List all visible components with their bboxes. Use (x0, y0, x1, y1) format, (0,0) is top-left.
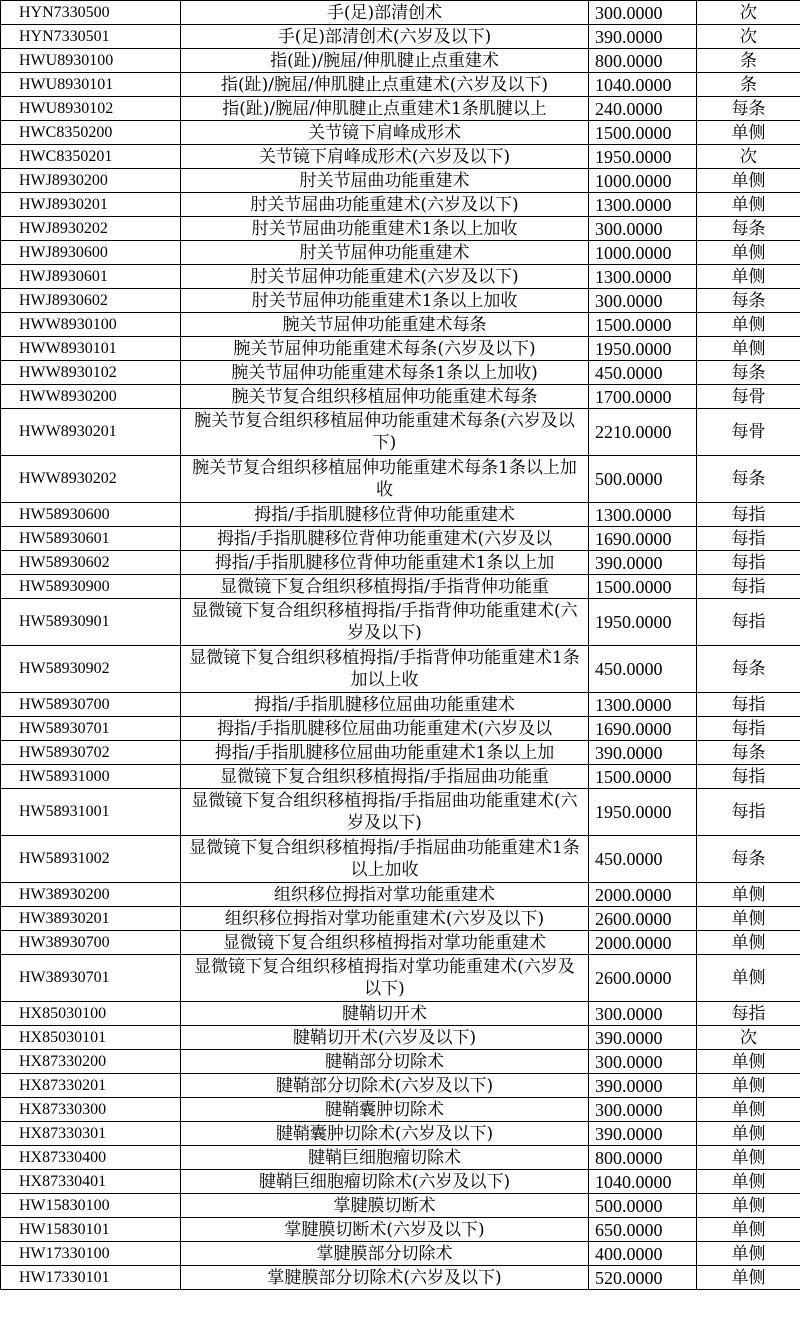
table-row (1, 693, 800, 717)
item-price-cell: 390.0000 (589, 1026, 697, 1050)
item-price-cell: 1300.0000 (589, 265, 697, 289)
item-price-cell: 1500.0000 (589, 765, 697, 789)
item-code-cell: HX87330301 (1, 1122, 181, 1146)
item-name-cell: 显微镜下复合组织移植拇指/手指屈曲功能重建术1条以上加收 (181, 836, 589, 883)
item-unit-cell: 每条 (697, 289, 800, 313)
table-row (1, 97, 800, 121)
item-name-cell: 拇指/手指肌腱移位屈曲功能重建术(六岁及以 (181, 717, 589, 741)
item-name-cell: 拇指/手指肌腱移位背伸功能重建术(六岁及以 (181, 527, 589, 551)
item-name-cell: 拇指/手指肌腱移位背伸功能重建术 (181, 503, 589, 527)
fee-schedule-body (1, 1, 800, 1290)
item-price-cell: 1040.0000 (589, 73, 697, 97)
table-row (1, 25, 800, 49)
item-price-cell: 390.0000 (589, 25, 697, 49)
item-price-cell: 1000.0000 (589, 169, 697, 193)
table-row (1, 1194, 800, 1218)
item-price-cell: 390.0000 (589, 551, 697, 575)
item-code-cell: HWW8930202 (1, 456, 181, 503)
table-row (1, 1002, 800, 1026)
table-row (1, 1, 800, 25)
item-price-cell: 1300.0000 (589, 193, 697, 217)
item-name-cell: 拇指/手指肌腱移位屈曲功能重建术1条以上加 (181, 741, 589, 765)
item-code-cell: HWU8930100 (1, 49, 181, 73)
item-unit-cell: 每指 (697, 717, 800, 741)
item-unit-cell: 每条 (697, 361, 800, 385)
item-unit-cell: 单侧 (697, 1074, 800, 1098)
item-name-cell: 关节镜下肩峰成形术 (181, 121, 589, 145)
table-row (1, 49, 800, 73)
item-name-cell: 腕关节屈伸功能重建术每条(六岁及以下) (181, 337, 589, 361)
item-code-cell: HWW8930100 (1, 313, 181, 337)
item-code-cell: HW58930902 (1, 646, 181, 693)
item-name-cell: 关节镜下肩峰成形术(六岁及以下) (181, 145, 589, 169)
item-name-cell: 手(足)部清创术 (181, 1, 589, 25)
item-code-cell: HX87330200 (1, 1050, 181, 1074)
item-price-cell: 800.0000 (589, 49, 697, 73)
item-unit-cell: 单侧 (697, 1170, 800, 1194)
item-unit-cell: 单侧 (697, 121, 800, 145)
item-name-cell: 掌腱膜部分切除术(六岁及以下) (181, 1266, 589, 1290)
item-name-cell: 肘关节屈伸功能重建术 (181, 241, 589, 265)
item-code-cell: HW15830100 (1, 1194, 181, 1218)
item-unit-cell: 每指 (697, 1002, 800, 1026)
item-price-cell: 450.0000 (589, 646, 697, 693)
item-name-cell: 腕关节复合组织移植屈伸功能重建术每条(六岁及以下) (181, 409, 589, 456)
item-price-cell: 1950.0000 (589, 599, 697, 646)
item-unit-cell: 每指 (697, 599, 800, 646)
item-code-cell: HW58930601 (1, 527, 181, 551)
item-price-cell: 1500.0000 (589, 575, 697, 599)
item-name-cell: 腱鞘巨细胞瘤切除术(六岁及以下) (181, 1170, 589, 1194)
item-name-cell: 显微镜下复合组织移植拇指/手指背伸功能重建术1条加以上收 (181, 646, 589, 693)
item-code-cell: HWW8930101 (1, 337, 181, 361)
item-unit-cell: 次 (697, 1026, 800, 1050)
item-unit-cell: 单侧 (697, 1098, 800, 1122)
item-code-cell: HW58931001 (1, 789, 181, 836)
item-code-cell: HW58930600 (1, 503, 181, 527)
item-price-cell: 300.0000 (589, 1, 697, 25)
item-code-cell: HW58930701 (1, 717, 181, 741)
item-code-cell: HYN7330500 (1, 1, 181, 25)
item-name-cell: 腱鞘切开术(六岁及以下) (181, 1026, 589, 1050)
item-price-cell: 300.0000 (589, 1050, 697, 1074)
item-name-cell: 显微镜下复合组织移植拇指/手指背伸功能重 (181, 575, 589, 599)
table-row (1, 361, 800, 385)
item-code-cell: HYN7330501 (1, 25, 181, 49)
item-unit-cell: 单侧 (697, 1146, 800, 1170)
item-price-cell: 500.0000 (589, 1194, 697, 1218)
item-unit-cell: 单侧 (697, 1050, 800, 1074)
table-row (1, 741, 800, 765)
table-row (1, 169, 800, 193)
item-unit-cell: 每条 (697, 741, 800, 765)
item-unit-cell: 单侧 (697, 193, 800, 217)
item-price-cell: 2600.0000 (589, 955, 697, 1002)
table-row (1, 456, 800, 503)
item-unit-cell: 单侧 (697, 337, 800, 361)
item-price-cell: 1300.0000 (589, 693, 697, 717)
table-row (1, 217, 800, 241)
table-row (1, 289, 800, 313)
item-code-cell: HWC8350201 (1, 145, 181, 169)
item-unit-cell: 每条 (697, 97, 800, 121)
item-name-cell: 腱鞘部分切除术 (181, 1050, 589, 1074)
item-unit-cell: 每条 (697, 456, 800, 503)
item-price-cell: 1500.0000 (589, 313, 697, 337)
table-row (1, 646, 800, 693)
item-name-cell: 拇指/手指肌腱移位背伸功能重建术1条以上加 (181, 551, 589, 575)
item-price-cell: 800.0000 (589, 1146, 697, 1170)
item-price-cell: 520.0000 (589, 1266, 697, 1290)
item-unit-cell: 单侧 (697, 1266, 800, 1290)
item-code-cell: HWJ8930601 (1, 265, 181, 289)
item-name-cell: 肘关节屈曲功能重建术(六岁及以下) (181, 193, 589, 217)
item-unit-cell: 条 (697, 49, 800, 73)
item-code-cell: HW15830101 (1, 1218, 181, 1242)
item-unit-cell: 单侧 (697, 1194, 800, 1218)
table-row (1, 599, 800, 646)
item-unit-cell: 单侧 (697, 313, 800, 337)
item-name-cell: 腕关节屈伸功能重建术每条 (181, 313, 589, 337)
table-row (1, 1026, 800, 1050)
table-row (1, 193, 800, 217)
item-code-cell: HWC8350200 (1, 121, 181, 145)
item-code-cell: HWJ8930201 (1, 193, 181, 217)
item-price-cell: 400.0000 (589, 1242, 697, 1266)
item-price-cell: 2000.0000 (589, 883, 697, 907)
table-row (1, 907, 800, 931)
table-row (1, 1122, 800, 1146)
table-row (1, 121, 800, 145)
item-price-cell: 240.0000 (589, 97, 697, 121)
table-row (1, 717, 800, 741)
table-row (1, 313, 800, 337)
item-name-cell: 组织移位拇指对掌功能重建术 (181, 883, 589, 907)
item-name-cell: 手(足)部清创术(六岁及以下) (181, 25, 589, 49)
item-code-cell: HWJ8930602 (1, 289, 181, 313)
item-code-cell: HX87330300 (1, 1098, 181, 1122)
item-price-cell: 1690.0000 (589, 717, 697, 741)
item-price-cell: 1950.0000 (589, 337, 697, 361)
item-name-cell: 腕关节复合组织移植屈伸功能重建术每条 (181, 385, 589, 409)
item-code-cell: HW17330101 (1, 1266, 181, 1290)
table-row (1, 883, 800, 907)
table-row (1, 1074, 800, 1098)
item-name-cell: 肘关节屈伸功能重建术(六岁及以下) (181, 265, 589, 289)
item-code-cell: HW17330100 (1, 1242, 181, 1266)
item-code-cell: HW38930200 (1, 883, 181, 907)
item-unit-cell: 单侧 (697, 1122, 800, 1146)
item-name-cell: 肘关节屈曲功能重建术1条以上加收 (181, 217, 589, 241)
table-row (1, 1050, 800, 1074)
table-row (1, 1266, 800, 1290)
item-price-cell: 300.0000 (589, 1098, 697, 1122)
item-name-cell: 肘关节屈伸功能重建术1条以上加收 (181, 289, 589, 313)
item-code-cell: HW38930201 (1, 907, 181, 931)
item-price-cell: 2600.0000 (589, 907, 697, 931)
item-unit-cell: 单侧 (697, 169, 800, 193)
item-code-cell: HW58931002 (1, 836, 181, 883)
table-row (1, 789, 800, 836)
item-unit-cell: 每指 (697, 551, 800, 575)
table-row (1, 1170, 800, 1194)
item-name-cell: 腱鞘囊肿切除术 (181, 1098, 589, 1122)
item-unit-cell: 次 (697, 1, 800, 25)
table-row (1, 575, 800, 599)
item-code-cell: HW58930700 (1, 693, 181, 717)
item-unit-cell: 次 (697, 145, 800, 169)
item-price-cell: 390.0000 (589, 1122, 697, 1146)
item-code-cell: HWJ8930200 (1, 169, 181, 193)
item-price-cell: 390.0000 (589, 1074, 697, 1098)
item-unit-cell: 单侧 (697, 241, 800, 265)
table-row (1, 1242, 800, 1266)
item-unit-cell: 单侧 (697, 907, 800, 931)
item-code-cell: HX85030101 (1, 1026, 181, 1050)
item-name-cell: 显微镜下复合组织移植拇指/手指屈曲功能重 (181, 765, 589, 789)
item-price-cell: 300.0000 (589, 1002, 697, 1026)
item-unit-cell: 单侧 (697, 1242, 800, 1266)
table-row (1, 551, 800, 575)
item-code-cell: HW58930901 (1, 599, 181, 646)
item-code-cell: HW58930702 (1, 741, 181, 765)
item-unit-cell: 单侧 (697, 1218, 800, 1242)
table-row (1, 931, 800, 955)
table-row (1, 836, 800, 883)
item-price-cell: 2210.0000 (589, 409, 697, 456)
table-row (1, 1218, 800, 1242)
table-row (1, 765, 800, 789)
table-row (1, 265, 800, 289)
item-unit-cell: 单侧 (697, 931, 800, 955)
item-code-cell: HX87330400 (1, 1146, 181, 1170)
item-price-cell: 1950.0000 (589, 145, 697, 169)
item-name-cell: 腱鞘囊肿切除术(六岁及以下) (181, 1122, 589, 1146)
item-name-cell: 掌腱膜切断术(六岁及以下) (181, 1218, 589, 1242)
item-name-cell: 显微镜下复合组织移植拇指/手指屈曲功能重建术(六岁及以下) (181, 789, 589, 836)
item-price-cell: 390.0000 (589, 741, 697, 765)
item-price-cell: 1950.0000 (589, 789, 697, 836)
item-name-cell: 指(趾)/腕屈/伸肌腱止点重建术 (181, 49, 589, 73)
item-code-cell: HX85030100 (1, 1002, 181, 1026)
item-code-cell: HW58930602 (1, 551, 181, 575)
table-row (1, 955, 800, 1002)
item-name-cell: 腱鞘切开术 (181, 1002, 589, 1026)
item-code-cell: HWU8930102 (1, 97, 181, 121)
table-row (1, 385, 800, 409)
item-price-cell: 450.0000 (589, 361, 697, 385)
item-code-cell: HWW8930102 (1, 361, 181, 385)
item-unit-cell: 每指 (697, 527, 800, 551)
item-price-cell: 1000.0000 (589, 241, 697, 265)
item-code-cell: HWW8930200 (1, 385, 181, 409)
item-unit-cell: 每指 (697, 693, 800, 717)
item-price-cell: 2000.0000 (589, 931, 697, 955)
item-price-cell: 1690.0000 (589, 527, 697, 551)
table-row (1, 1146, 800, 1170)
item-name-cell: 显微镜下复合组织移植拇指对掌功能重建术 (181, 931, 589, 955)
table-row (1, 73, 800, 97)
item-code-cell: HW38930700 (1, 931, 181, 955)
item-price-cell: 300.0000 (589, 289, 697, 313)
item-price-cell: 1040.0000 (589, 1170, 697, 1194)
item-price-cell: 300.0000 (589, 217, 697, 241)
item-code-cell: HW58931000 (1, 765, 181, 789)
item-name-cell: 腕关节屈伸功能重建术每条1条以上加收) (181, 361, 589, 385)
table-row (1, 145, 800, 169)
item-price-cell: 500.0000 (589, 456, 697, 503)
item-unit-cell: 每骨 (697, 385, 800, 409)
item-price-cell: 450.0000 (589, 836, 697, 883)
item-code-cell: HX87330201 (1, 1074, 181, 1098)
item-unit-cell: 单侧 (697, 955, 800, 1002)
item-name-cell: 组织移位拇指对掌功能重建术(六岁及以下) (181, 907, 589, 931)
item-unit-cell: 条 (697, 73, 800, 97)
item-price-cell: 1300.0000 (589, 503, 697, 527)
table-row (1, 503, 800, 527)
item-code-cell: HWJ8930600 (1, 241, 181, 265)
item-unit-cell: 每条 (697, 217, 800, 241)
item-name-cell: 腱鞘部分切除术(六岁及以下) (181, 1074, 589, 1098)
item-code-cell: HW38930701 (1, 955, 181, 1002)
item-price-cell: 1500.0000 (589, 121, 697, 145)
item-name-cell: 指(趾)/腕屈/伸肌腱止点重建术1条肌腱以上 (181, 97, 589, 121)
item-unit-cell: 每指 (697, 765, 800, 789)
item-unit-cell: 每指 (697, 575, 800, 599)
item-unit-cell: 每条 (697, 646, 800, 693)
item-price-cell: 1700.0000 (589, 385, 697, 409)
table-row (1, 241, 800, 265)
table-row (1, 527, 800, 551)
item-name-cell: 肘关节屈曲功能重建术 (181, 169, 589, 193)
item-code-cell: HWU8930101 (1, 73, 181, 97)
item-name-cell: 掌腱膜切断术 (181, 1194, 589, 1218)
item-unit-cell: 每骨 (697, 409, 800, 456)
item-unit-cell: 每条 (697, 836, 800, 883)
item-name-cell: 显微镜下复合组织移植拇指对掌功能重建术(六岁及以下) (181, 955, 589, 1002)
item-unit-cell: 单侧 (697, 883, 800, 907)
item-name-cell: 指(趾)/腕屈/伸肌腱止点重建术(六岁及以下) (181, 73, 589, 97)
table-row (1, 409, 800, 456)
table-row (1, 337, 800, 361)
item-code-cell: HW58930900 (1, 575, 181, 599)
item-name-cell: 显微镜下复合组织移植拇指/手指背伸功能重建术(六岁及以下) (181, 599, 589, 646)
item-unit-cell: 每指 (697, 789, 800, 836)
item-name-cell: 拇指/手指肌腱移位屈曲功能重建术 (181, 693, 589, 717)
item-unit-cell: 每指 (697, 503, 800, 527)
item-name-cell: 腱鞘巨细胞瘤切除术 (181, 1146, 589, 1170)
item-code-cell: HX87330401 (1, 1170, 181, 1194)
table-row (1, 1098, 800, 1122)
item-code-cell: HWW8930201 (1, 409, 181, 456)
item-unit-cell: 单侧 (697, 265, 800, 289)
item-price-cell: 650.0000 (589, 1218, 697, 1242)
item-name-cell: 腕关节复合组织移植屈伸功能重建术每条1条以上加收 (181, 456, 589, 503)
item-name-cell: 掌腱膜部分切除术 (181, 1242, 589, 1266)
item-code-cell: HWJ8930202 (1, 217, 181, 241)
item-unit-cell: 次 (697, 25, 800, 49)
